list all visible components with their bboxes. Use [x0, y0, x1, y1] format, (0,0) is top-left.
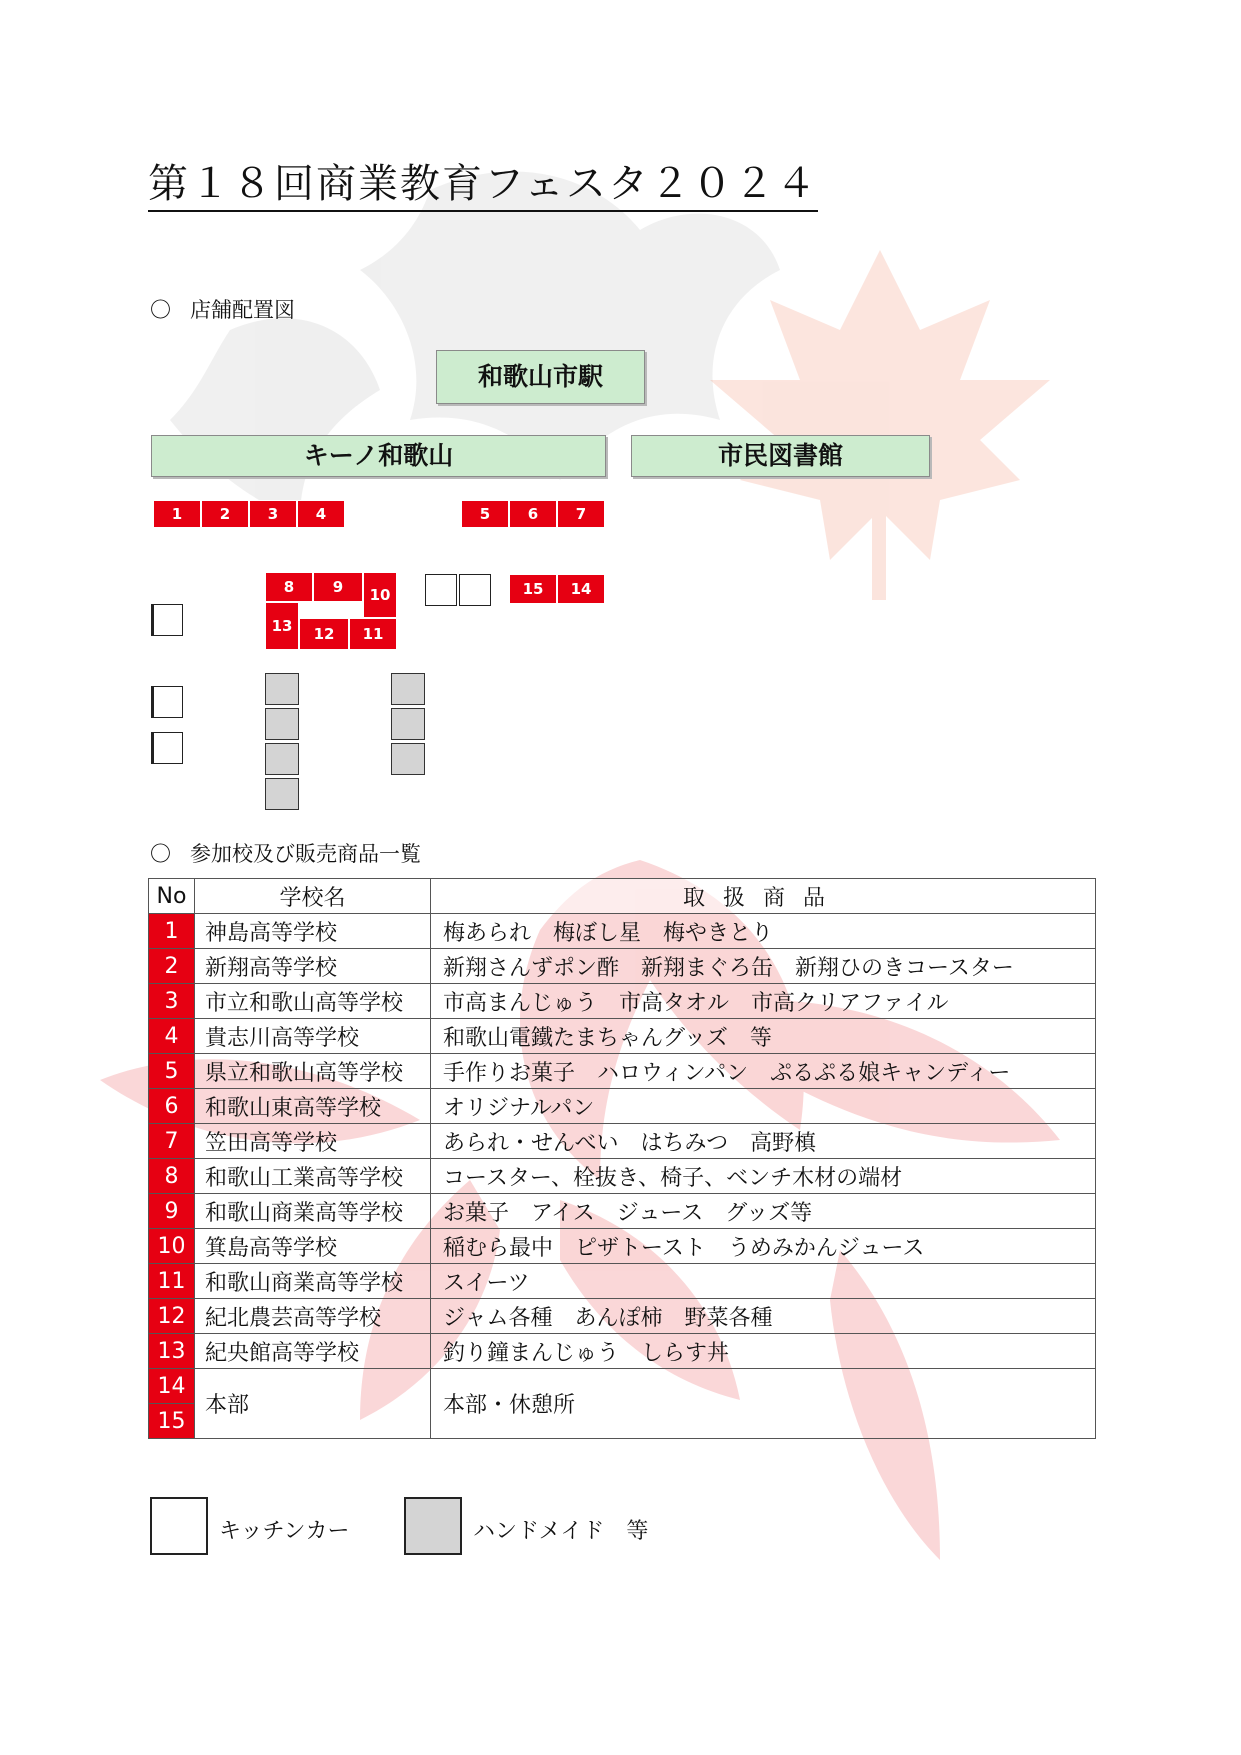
- product-list: ジャム各種 あんぽ柿 野菜各種: [431, 1299, 1096, 1334]
- product-list: 稲むら最中 ピザトースト うめみかんジュース: [431, 1229, 1096, 1264]
- row-number: 6: [149, 1089, 195, 1124]
- section-heading-label: 店舗配置図: [190, 298, 295, 322]
- table-row-hq: [149, 1369, 1096, 1404]
- stall-marker: 5: [461, 500, 509, 528]
- product-list: お菓子 アイス ジュース グッズ等: [431, 1194, 1096, 1229]
- handmade-stall-marker: [391, 708, 425, 740]
- table-row: [149, 914, 1096, 949]
- school-name: 県立和歌山高等学校: [195, 1054, 431, 1089]
- table-row: [149, 1089, 1096, 1124]
- row-number: 11: [149, 1264, 195, 1299]
- landmark-kino-wakayama: キーノ和歌山: [151, 435, 606, 477]
- section-heading-list: [150, 838, 421, 868]
- school-name: 笠田高等学校: [195, 1124, 431, 1159]
- stall-marker: 7: [557, 500, 605, 528]
- product-list: 本部・休憩所: [431, 1369, 1096, 1439]
- product-list: 新翔さんずポン酢 新翔まぐろ缶 新翔ひのきコースター: [431, 949, 1096, 984]
- product-list: スイーツ: [431, 1264, 1096, 1299]
- handmade-stall-marker: [265, 708, 299, 740]
- kitchen-car-marker: [151, 732, 183, 764]
- kitchen-car-marker: [151, 604, 183, 636]
- stall-marker: 8: [265, 572, 313, 602]
- school-name: 市立和歌山高等学校: [195, 984, 431, 1019]
- row-number: 13: [149, 1334, 195, 1369]
- table-row: [149, 1159, 1096, 1194]
- school-name: 和歌山商業高等学校: [195, 1194, 431, 1229]
- table-row: [149, 1334, 1096, 1369]
- column-header-items: 取扱商品: [431, 879, 1096, 914]
- page-title: 第１８回商業教育フェスタ２０２４: [148, 160, 818, 212]
- stall-marker: 13: [265, 602, 299, 650]
- product-list: コースター、栓抜き、椅子、ベンチ木材の端材: [431, 1159, 1096, 1194]
- legend-handmade-label: ハンドメイド 等: [473, 1519, 649, 1544]
- school-name: 紀北農芸高等学校: [195, 1299, 431, 1334]
- product-list: あられ・せんべい はちみつ 高野槙: [431, 1124, 1096, 1159]
- table-row: [149, 1194, 1096, 1229]
- legend-handmade-swatch: [404, 1497, 462, 1555]
- column-header-school: 学校名: [195, 879, 431, 914]
- kitchen-car-marker: [425, 574, 457, 606]
- circle-bullet-icon: 〇: [150, 298, 171, 322]
- stall-marker: 15: [509, 574, 557, 604]
- legend-kitchen-car-swatch: [150, 1497, 208, 1555]
- stall-marker: 4: [297, 500, 345, 528]
- table-header-row: [149, 879, 1096, 914]
- product-list: オリジナルパン: [431, 1089, 1096, 1124]
- stall-marker: 9: [313, 572, 363, 602]
- table-row: [149, 984, 1096, 1019]
- kitchen-car-marker: [459, 574, 491, 606]
- product-list: 釣り鐘まんじゅう しらす丼: [431, 1334, 1096, 1369]
- school-name: 和歌山東高等学校: [195, 1089, 431, 1124]
- product-list: 梅あられ 梅ぼし星 梅やきとり: [431, 914, 1096, 949]
- row-number: 9: [149, 1194, 195, 1229]
- table-row: [149, 1124, 1096, 1159]
- legend-kitchen-car-label: キッチンカー: [219, 1519, 350, 1544]
- school-name: 紀央館高等学校: [195, 1334, 431, 1369]
- table-row: [149, 1229, 1096, 1264]
- table-row: [149, 1299, 1096, 1334]
- school-name: 和歌山工業高等学校: [195, 1159, 431, 1194]
- school-name: 新翔高等学校: [195, 949, 431, 984]
- stall-marker: 11: [349, 618, 397, 650]
- stall-marker: 12: [299, 618, 349, 650]
- school-name: 本部: [195, 1369, 431, 1439]
- stall-marker: 2: [201, 500, 249, 528]
- handmade-stall-marker: [265, 778, 299, 810]
- row-number: 7: [149, 1124, 195, 1159]
- table-row: [149, 949, 1096, 984]
- stall-marker: 10: [363, 572, 397, 618]
- school-name: 神島高等学校: [195, 914, 431, 949]
- row-number: 14: [149, 1369, 195, 1404]
- circle-bullet-icon: 〇: [150, 842, 171, 866]
- table-row: [149, 1019, 1096, 1054]
- stall-marker: 3: [249, 500, 297, 528]
- stall-marker: 14: [557, 574, 605, 604]
- section-heading-label: 参加校及び販売商品一覧: [190, 842, 421, 866]
- row-number: 12: [149, 1299, 195, 1334]
- handmade-stall-marker: [391, 743, 425, 775]
- column-header-no: No: [149, 879, 195, 914]
- product-list: 市高まんじゅう 市高タオル 市高クリアファイル: [431, 984, 1096, 1019]
- stall-marker: 6: [509, 500, 557, 528]
- product-list: 手作りお菓子 ハロウィンパン ぷるぷる娘キャンディー: [431, 1054, 1096, 1089]
- handmade-stall-marker: [391, 673, 425, 705]
- handmade-stall-marker: [265, 743, 299, 775]
- row-number: 3: [149, 984, 195, 1019]
- handmade-stall-marker: [265, 673, 299, 705]
- table-body: [149, 914, 1096, 1439]
- landmark-city-library: 市民図書館: [631, 435, 930, 477]
- school-name: 貴志川高等学校: [195, 1019, 431, 1054]
- row-number: 1: [149, 914, 195, 949]
- table-row: [149, 1054, 1096, 1089]
- row-number: 4: [149, 1019, 195, 1054]
- product-list: 和歌山電鐵たまちゃんグッズ 等: [431, 1019, 1096, 1054]
- section-heading-layout: [150, 294, 295, 324]
- school-product-table: [148, 878, 1096, 1439]
- kitchen-car-marker: [151, 686, 183, 718]
- row-number: 10: [149, 1229, 195, 1264]
- school-name: 和歌山商業高等学校: [195, 1264, 431, 1299]
- school-name: 箕島高等学校: [195, 1229, 431, 1264]
- row-number: 2: [149, 949, 195, 984]
- row-number: 15: [149, 1404, 195, 1439]
- landmark-station: 和歌山市駅: [436, 350, 645, 404]
- row-number: 5: [149, 1054, 195, 1089]
- table-row: [149, 1264, 1096, 1299]
- stall-marker: 1: [153, 500, 201, 528]
- row-number: 8: [149, 1159, 195, 1194]
